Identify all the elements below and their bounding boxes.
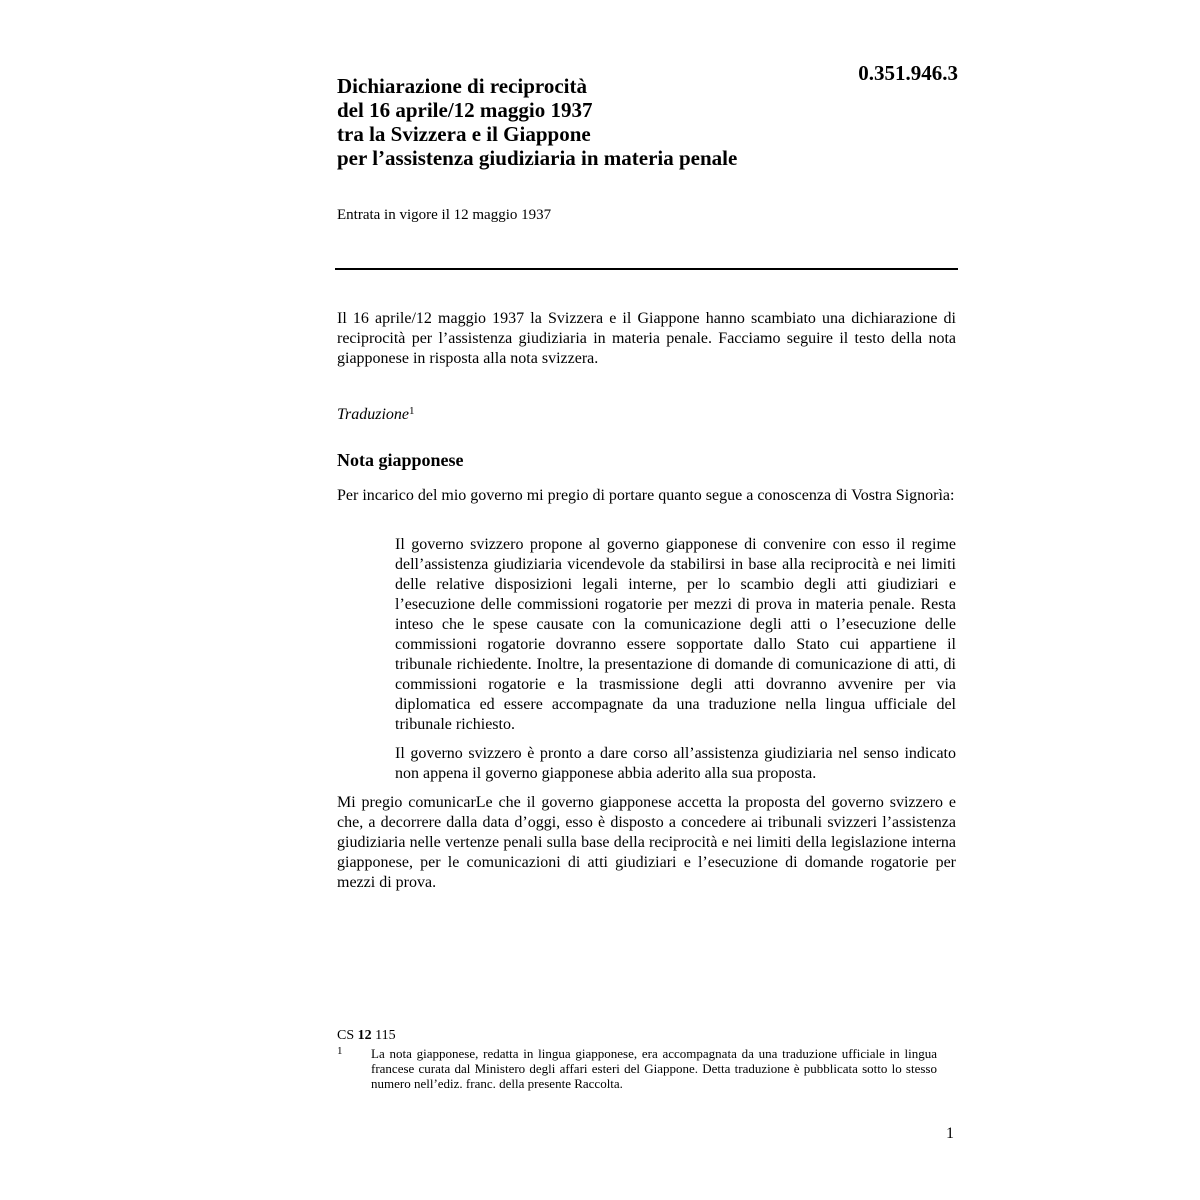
cs-reference — [337, 1027, 396, 1045]
page-number: 1 — [946, 1125, 954, 1142]
footnote-mark: 1 — [337, 1045, 343, 1057]
paragraph-1: Per incarico del mio governo mi pregio di portare quanto segue a conoscenza di Vostra Signorìa: — [337, 487, 955, 504]
title-line: per l’assistenza giudiziaria in materia penale — [337, 146, 738, 170]
title-line: Dichiarazione di reciprocità — [337, 74, 588, 98]
translation-text: Traduzione — [337, 406, 410, 423]
entry-into-force: Entrata in vigore il 12 maggio 1937 — [337, 207, 552, 223]
intro-paragraph: Il 16 aprile/12 maggio 1937 la Svizzera e il Giappone hanno scambiato una dichiarazione di reciprocità per l’assistenza giudiziaria in materia penale. Facciamo seguire il testo della nota giapponese in risposta alla nota svizzera. — [337, 310, 956, 367]
horizontal-rule — [335, 268, 958, 270]
footnote-text: La nota giapponese, redatta in lingua giapponese, era accompagnata da una traduzione ufficiale in lingua francese curata dal Ministero degli affari esteri del Giappone. Detta traduzione è pubblicata sotto lo stesso numero nell’ediz. franc. della presente Raccolta. — [371, 1046, 937, 1091]
title-line: del 16 aprile/12 maggio 1937 — [337, 98, 593, 122]
section-heading: Nota giapponese — [337, 450, 464, 470]
title-line: tra la Svizzera e il Giappone — [337, 122, 591, 146]
sr-number: 0.351.946.3 — [858, 61, 958, 85]
translation-label — [337, 405, 415, 425]
cs-prefix: CS — [337, 1028, 355, 1043]
document-title — [337, 74, 807, 170]
footnote — [337, 1046, 937, 1091]
cs-page: 115 — [375, 1028, 396, 1043]
cs-volume: 12 — [357, 1028, 372, 1043]
quoted-paragraph-2: Il governo svizzero è pronto a dare corso all’assistenza giudiziaria nel senso indicato non appena il governo giapponese abbia aderito alla sua proposta. — [395, 745, 956, 782]
quoted-paragraph-1: Il governo svizzero propone al governo giapponese di convenire con esso il regime dell’assistenza giudiziaria vicendevole da stabilirsi in base alla reciprocità e nei limiti delle relative disposizioni legali interne, per lo scambio degli atti giudiziari e l’esecuzione delle commissioni rogatorie per mezzi di prova in materia penale. Resta inteso che le spese causate con la comunicazione degli atti o l’esecuzione delle commissioni rogatorie dovranno essere sopportate dallo Stato cui appartiene il tribunale richiedente. Inoltre, la presentazione di domande di comunicazione di atti, di commissioni rogatorie e la trasmissione degli atti dovranno avvenire per via diplomatica ed essere accompagnate da una traduzione nella lingua ufficiale del tribunale richiesto. — [395, 536, 956, 733]
footnote-reference[interactable]: 1 — [409, 405, 415, 417]
paragraph-2: Mi pregio comunicarLe che il governo giapponese accetta la proposta del governo svizzero e che, a decorrere dalla data d’oggi, esso è disposto a concedere ai tribunali svizzeri l’assistenza giudiziaria nelle vertenze penali sulla base della reciprocità e nei limiti della legislazione interna giapponese, per le comunicazioni di atti giudiziari e l’esecuzione di domande rogatorie per mezzi di prova. — [337, 794, 956, 891]
